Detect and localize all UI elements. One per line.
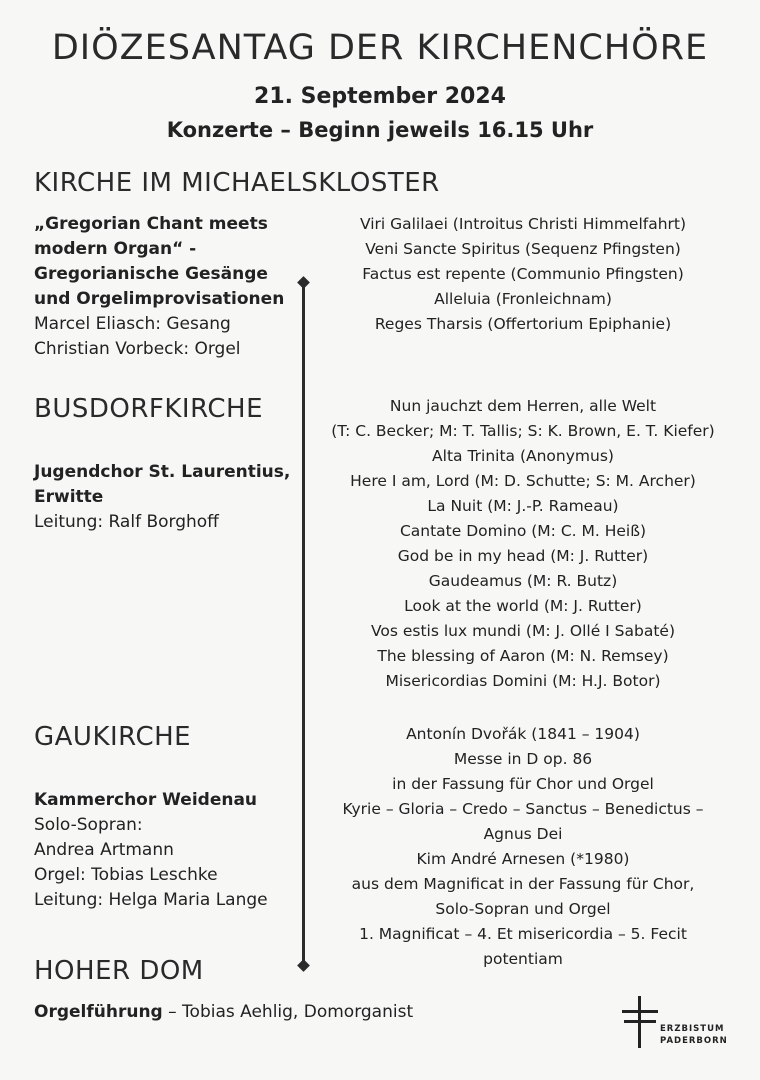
program-item: Misericordias Domini (M: H.J. Botor) bbox=[385, 672, 661, 690]
program-list-gaukirche bbox=[308, 722, 738, 972]
venue-heading-michaelskloster: KIRCHE IM MICHAELSKLOSTER bbox=[34, 168, 440, 198]
cross-icon bbox=[622, 996, 658, 1048]
program-item: (T: C. Becker; M: T. Tallis; S: K. Brown, E. T. Kiefer) bbox=[331, 422, 715, 440]
program-item: Antonín Dvořák (1841 – 1904) bbox=[406, 725, 640, 743]
program-item: Agnus Dei bbox=[483, 825, 563, 843]
program-item: Factus est repente (Communio Pfingsten) bbox=[362, 265, 684, 283]
program-item: Solo-Sopran und Orgel bbox=[435, 900, 611, 918]
program-item: 1. Magnificat – 4. Et misericordia – 5. Fecit bbox=[359, 925, 687, 943]
program-item: Vos estis lux mundi (M: J. Ollé I Sabaté) bbox=[370, 622, 676, 640]
performer-block-gaukirche bbox=[34, 788, 314, 913]
logo-text-line2: PADERBORN bbox=[660, 1036, 728, 1046]
program-item: The blessing of Aaron (M: N. Remsey) bbox=[377, 647, 669, 665]
performer-title-line: Jugendchor St. Laurentius, bbox=[34, 462, 291, 482]
performer-title-line: modern Organ“ - bbox=[34, 239, 197, 259]
performer-title-line: Erwitte bbox=[34, 487, 104, 507]
performer-line: Orgel: Tobias Leschke bbox=[34, 865, 218, 885]
venue-heading-gaukirche: GAUKIRCHE bbox=[34, 722, 192, 752]
program-item: La Nuit (M: J.-P. Rameau) bbox=[427, 497, 619, 515]
program-item: Messe in D op. 86 bbox=[453, 750, 593, 768]
performer-title-line: und Orgelimprovisationen bbox=[34, 289, 285, 309]
performer-title-line: Gregorianische Gesänge bbox=[34, 264, 268, 284]
event-subtitle: Konzerte – Beginn jeweils 16.15 Uhr bbox=[166, 118, 594, 142]
performer-title-line: „Gregorian Chant meets bbox=[34, 214, 268, 234]
program-item: Cantate Domino (M: C. M. Heiß) bbox=[399, 522, 647, 540]
program-item: aus dem Magnificat in der Fassung für Chor, bbox=[351, 875, 695, 893]
program-item: Alta Trinita (Anonymus) bbox=[432, 447, 614, 465]
performer-line: Christian Vorbeck: Orgel bbox=[34, 339, 241, 359]
venue-heading-hoher-dom: HOHER DOM bbox=[34, 956, 204, 986]
program-item: Nun jauchzt dem Herren, alle Welt bbox=[389, 397, 657, 415]
organ-tour-label: Orgelführung bbox=[34, 1002, 163, 1022]
program-item: Gaudeamus (M: R. Butz) bbox=[428, 572, 618, 590]
performer-block-michaelskloster bbox=[34, 212, 314, 362]
performer-line: Leitung: Helga Maria Lange bbox=[34, 890, 268, 910]
program-list-michaelskloster bbox=[308, 212, 738, 337]
page-title: DIÖZESANTAG DER KIRCHENCHÖRE bbox=[51, 28, 709, 68]
performer-line: Marcel Eliasch: Gesang bbox=[34, 314, 231, 334]
program-item: Here I am, Lord (M: D. Schutte; S: M. Archer) bbox=[350, 472, 696, 490]
organ-tour-line bbox=[34, 1002, 413, 1022]
venue-heading-busdorfkirche: BUSDORFKIRCHE bbox=[34, 394, 263, 424]
program-item: Kyrie – Gloria – Credo – Sanctus – Benedictus – bbox=[342, 800, 704, 818]
performer-line: Andrea Artmann bbox=[34, 840, 174, 860]
program-item: potentiam bbox=[483, 950, 563, 968]
program-item: Veni Sancte Spiritus (Sequenz Pfingsten) bbox=[365, 240, 681, 258]
program-item: Viri Galilaei (Introitus Christi Himmelfahrt) bbox=[359, 215, 687, 233]
program-list-busdorfkirche bbox=[308, 394, 738, 694]
program-item: God be in my head (M: J. Rutter) bbox=[397, 547, 649, 565]
performer-block-busdorfkirche bbox=[34, 460, 314, 535]
performer-title-line: Kammerchor Weidenau bbox=[34, 790, 258, 810]
program-item: Alleluia (Fronleichnam) bbox=[434, 290, 612, 308]
program-item: in der Fassung für Chor und Orgel bbox=[392, 775, 654, 793]
event-date: 21. September 2024 bbox=[254, 84, 506, 109]
performer-line: Solo-Sopran: bbox=[34, 815, 143, 835]
organ-tour-detail: – Tobias Aehlig, Domorganist bbox=[162, 1002, 414, 1022]
performer-line: Leitung: Ralf Borghoff bbox=[34, 512, 219, 532]
program-item: Look at the world (M: J. Rutter) bbox=[404, 597, 642, 615]
logo-text-line1: ERZBISTUM bbox=[660, 1024, 725, 1034]
program-item: Reges Tharsis (Offertorium Epiphanie) bbox=[374, 315, 672, 333]
program-item: Kim André Arnesen (*1980) bbox=[416, 850, 630, 868]
